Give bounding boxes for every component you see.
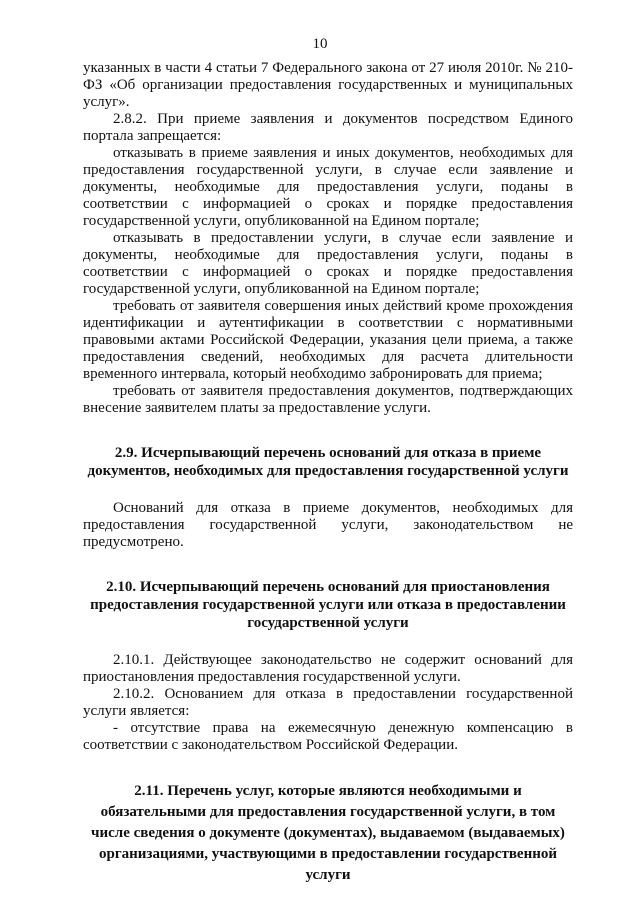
paragraph-prohibition-3: требовать от заявителя совершения иных действий кроме прохождения идентификации и аутентификации в соответствии с нормативными правовыми актами Российской Федерации, указания цели приема, а также предоставления сведений, необходимых для расчета длительности временного интервала, который необходимо забронировать для приема; bbox=[83, 298, 573, 382]
paragraph-2-10-2-item: - отсутствие права на ежемесячную денежную компенсацию в соответствии с законодательством Российской Федерации. bbox=[83, 720, 573, 753]
spacer bbox=[83, 632, 573, 652]
paragraph-2-9-body: Оснований для отказа в приеме документов, необходимых для предоставления государственной услуги, законодательством не предусмотрено. bbox=[83, 500, 573, 550]
page-number: 10 bbox=[312, 36, 328, 52]
section-heading-2-9: 2.9. Исчерпывающий перечень оснований для отказа в приеме документов, необходимых для предоставления государственной услуги bbox=[87, 445, 569, 479]
spacer bbox=[83, 551, 573, 578]
paragraph-2-10-2: 2.10.2. Основанием для отказа в предоставлении государственной услуги является: bbox=[83, 686, 573, 719]
spacer bbox=[83, 417, 573, 444]
paragraph-2-10-1: 2.10.1. Действующее законодательство не содержит оснований для приостановления предоставления государственной услуги. bbox=[83, 652, 573, 685]
paragraph-2-8-2: 2.8.2. При приеме заявления и документов посредством Единого портала запрещается: bbox=[83, 111, 573, 144]
spacer bbox=[83, 480, 573, 500]
spacer bbox=[83, 754, 573, 781]
page-content bbox=[83, 60, 573, 886]
paragraph-prohibition-1: отказывать в приеме заявления и иных документов, необходимых для предоставления государственной услуги, в случае если заявление и документы, необходимые для предоставления услуги, поданы в соответствии с информацией о сроках и порядке предоставления государственной услуги, опубликованной на Едином портале; bbox=[83, 145, 573, 229]
paragraph-continuation: указанных в части 4 статьи 7 Федерального закона от 27 июля 2010г. № 210-ФЗ «Об организации предоставления государственных и муниципальных услуг». bbox=[83, 60, 573, 110]
section-heading-2-11: 2.11. Перечень услуг, которые являются необходимыми и обязательными для предоставления государственной услуги, в том числе сведения о документе (документах), выдаваемом (выдаваемых) организациями, участвующими в предоставлении государственной услуги bbox=[91, 783, 565, 883]
paragraph-prohibition-2: отказывать в предоставлении услуги, в случае если заявление и документы, необходимые для предоставления услуги, поданы в соответствии с информацией о сроках и порядке предоставления государственной услуги, опубликованной на Едином портале; bbox=[83, 230, 573, 297]
section-heading-2-10: 2.10. Исчерпывающий перечень оснований для приостановления предоставления государственной услуги или отказа в предоставлении государственной услуги bbox=[90, 579, 566, 631]
paragraph-prohibition-4: требовать от заявителя предоставления документов, подтверждающих внесение заявителем платы за предоставление услуги. bbox=[83, 383, 573, 416]
